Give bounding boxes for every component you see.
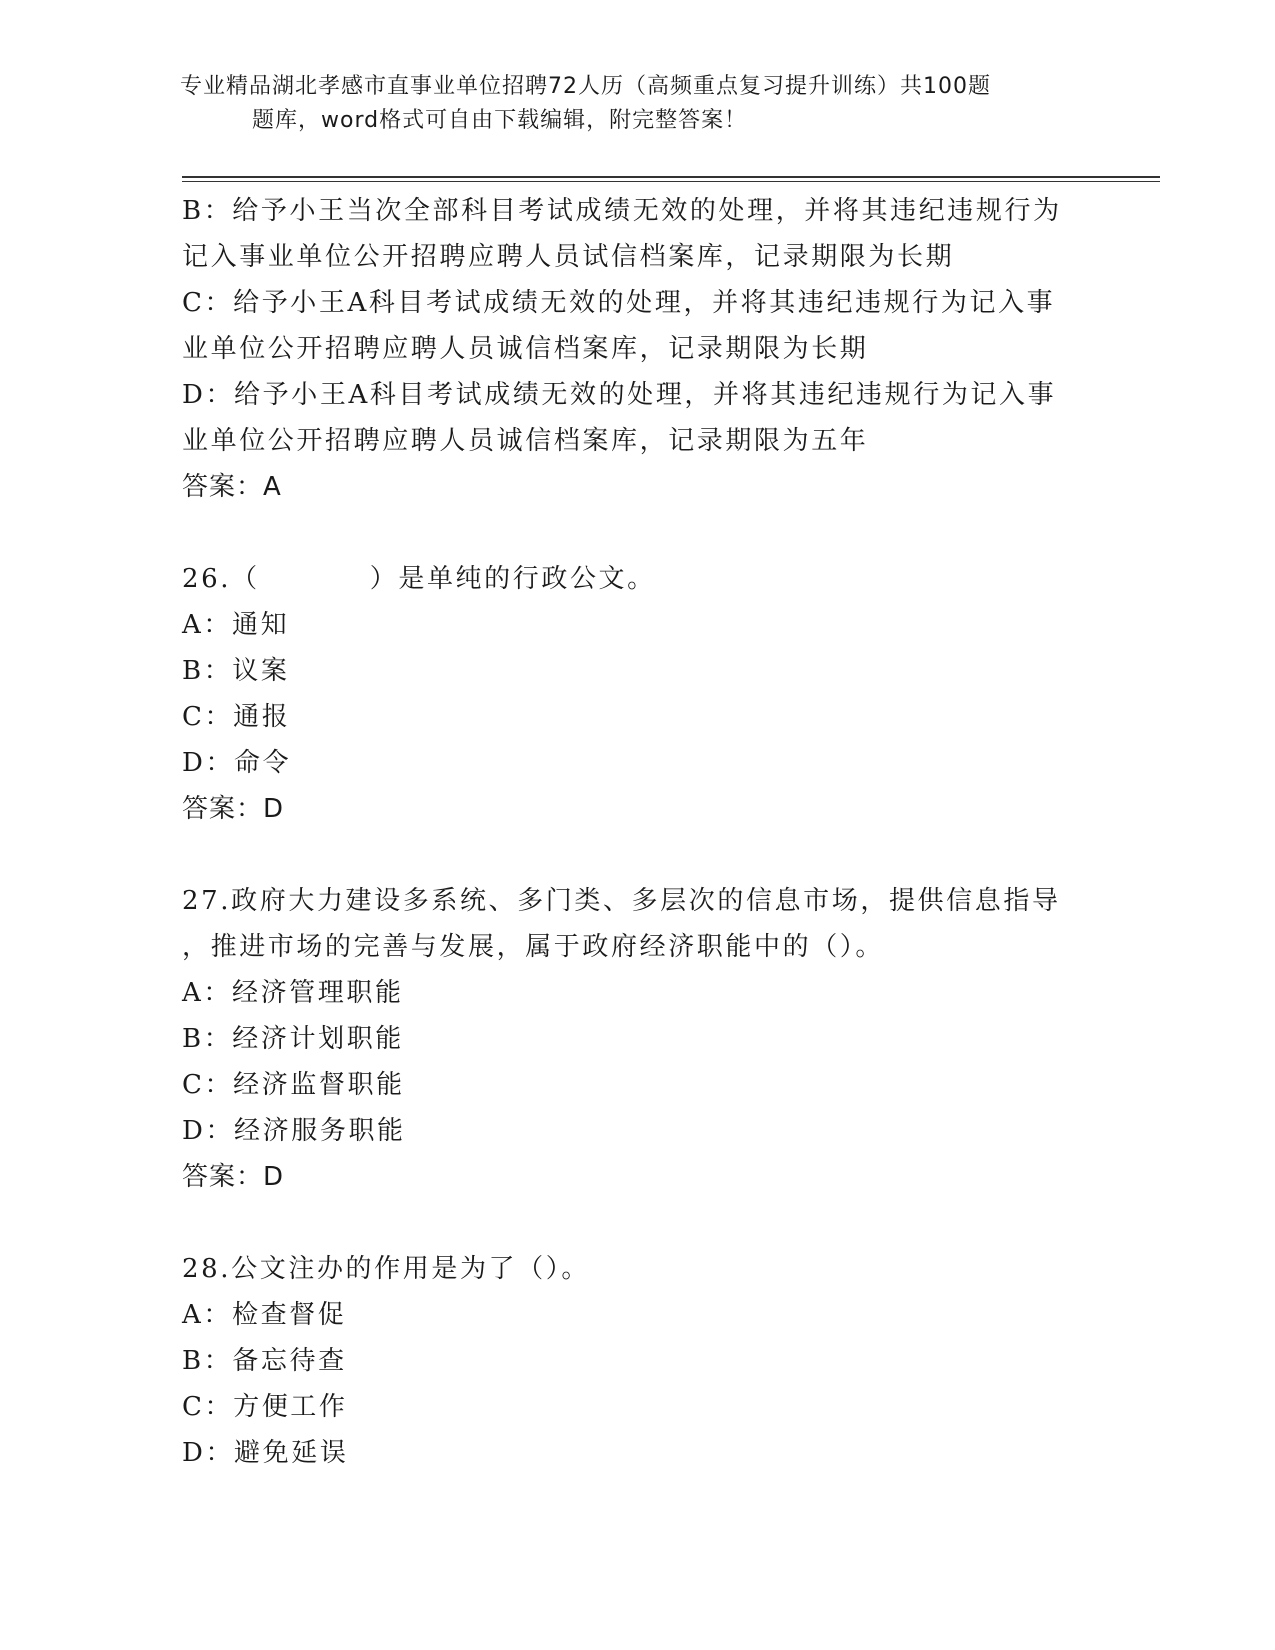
spacer [182, 1200, 1082, 1246]
q27-option-b: B：经济计划职能 [182, 1024, 404, 1054]
q25-option-d-line-1: D：给予小王A科目考试成绩无效的处理，并将其违纪违规行为记入事 [182, 380, 1057, 410]
q28-option-a: A：检查督促 [182, 1300, 347, 1330]
q28-option-d: D：避免延误 [182, 1438, 349, 1468]
q28-option-b: B：备忘待查 [182, 1346, 347, 1376]
q25-option-d-line-2: 业单位公开招聘应聘人员诚信档案库，记录期限为五年 [182, 426, 869, 456]
header-title-line-1: 专业精品湖北孝感市直事业单位招聘72人历（高频重点复习提升训练）共100题 [180, 74, 991, 99]
q27-option-a: A：经济管理职能 [182, 978, 404, 1008]
page-header [180, 70, 1080, 138]
q25-option-b-line-2: 记入事业单位公开招聘应聘人员试信档案库，记录期限为长期 [182, 242, 955, 272]
q26-stem-end: ）是单纯的行政公文。 [369, 564, 656, 594]
question-25-continued [182, 188, 1082, 510]
q27-stem-line-1: 27.政府大力建设多系统、多门类、多层次的信息市场，提供信息指导 [182, 886, 1061, 916]
header-divider [182, 176, 1160, 182]
q26-option-a: A：通知 [182, 610, 290, 640]
spacer [182, 832, 1082, 878]
q25-option-b-line-1: B：给予小王当次全部科目考试成绩无效的处理，并将其违纪违规行为 [182, 196, 1062, 226]
question-content [182, 188, 1082, 1476]
q25-option-c-line-1: C：给予小王A科目考试成绩无效的处理，并将其违纪违规行为记入事 [182, 288, 1056, 318]
q25-option-c-line-2: 业单位公开招聘应聘人员诚信档案库，记录期限为长期 [182, 334, 869, 364]
q26-option-b: B：议案 [182, 656, 290, 686]
q26-answer: 答案：D [182, 794, 285, 824]
q27-option-c: C：经济监督职能 [182, 1070, 405, 1100]
q27-option-d: D：经济服务职能 [182, 1116, 406, 1146]
q25-answer: 答案：A [182, 472, 282, 502]
question-26 [182, 556, 1082, 832]
q28-option-c: C：方便工作 [182, 1392, 348, 1422]
q28-stem: 28.公文注办的作用是为了（）。 [182, 1254, 590, 1284]
q26-stem-start: 26.（ [182, 564, 260, 594]
q27-answer: 答案：D [182, 1162, 285, 1192]
spacer [182, 510, 1082, 556]
q26-stem [182, 556, 1082, 602]
q26-option-d: D：命令 [182, 748, 292, 778]
q26-option-c: C：通报 [182, 702, 291, 732]
q27-stem-line-2: ，推进市场的完善与发展，属于政府经济职能中的（）。 [182, 932, 885, 962]
question-28 [182, 1246, 1082, 1476]
header-title-line-2: 题库，word格式可自由下载编辑，附完整答案！ [252, 108, 748, 133]
question-27 [182, 878, 1082, 1200]
